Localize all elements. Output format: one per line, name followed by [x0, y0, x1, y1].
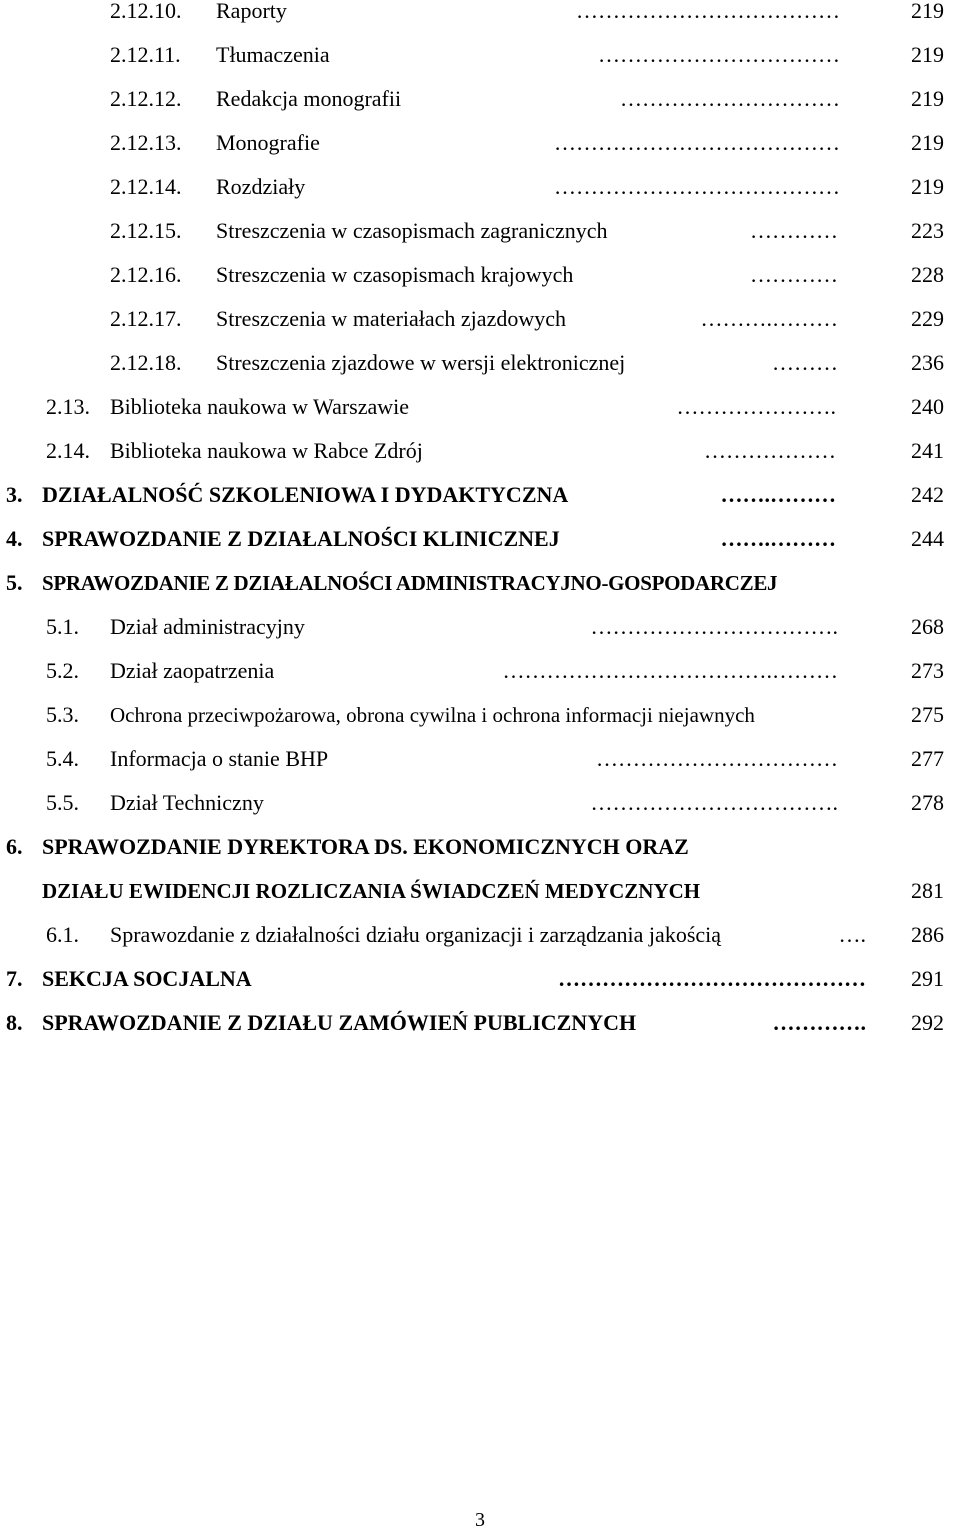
toc-entry-number: 2.12.18. — [110, 350, 182, 375]
toc-entry-page: 236 — [911, 350, 944, 375]
toc-entry-number: 5.4. — [46, 746, 79, 771]
toc-entry-leader: ……………… — [704, 438, 836, 463]
toc-entry-leader: ……….……… — [700, 306, 838, 331]
toc-entry-number: 8. — [6, 1010, 23, 1035]
toc-entry-number: 2.12.14. — [110, 174, 182, 199]
toc-entry-number: 2.12.10. — [110, 0, 182, 23]
toc-entry — [0, 172, 960, 202]
toc-entry-number: 2.12.16. — [110, 262, 182, 287]
toc-entry-title: Streszczenia zjazdowe w wersji elektronicznej — [216, 350, 626, 375]
toc-entry-leader: ………… — [750, 262, 838, 287]
toc-entry-page: 244 — [911, 526, 944, 551]
toc-entry-leader: ……………………………. — [590, 614, 838, 639]
toc-entry-number: 5.1. — [46, 614, 79, 639]
toc-entry-title: SPRAWOZDANIE Z DZIAŁU ZAMÓWIEŃ PUBLICZNYCH — [42, 1010, 637, 1035]
toc-entry — [0, 876, 960, 906]
toc-entry-leader: ………………………… — [620, 86, 840, 111]
toc-entry-leader: …. — [838, 922, 866, 947]
toc-entry-page: 219 — [911, 0, 944, 23]
toc-entry-leader: …………………………………… — [558, 966, 866, 991]
toc-entry — [0, 0, 960, 26]
toc-entry — [0, 568, 960, 598]
toc-entry — [0, 524, 960, 554]
toc-entry — [0, 348, 960, 378]
toc-entry-leader: …………………………… — [598, 42, 840, 67]
toc-entry-title: Dział administracyjny — [110, 614, 305, 639]
toc-entry — [0, 920, 960, 950]
toc-entry-number: 2.12.12. — [110, 86, 182, 111]
toc-entry — [0, 832, 960, 862]
toc-entry-page: 219 — [911, 42, 944, 67]
toc-entry-title: Streszczenia w materiałach zjazdowych — [216, 306, 566, 331]
toc-entry — [0, 656, 960, 686]
toc-entry-title: DZIAŁALNOŚĆ SZKOLENIOWA I DYDAKTYCZNA — [42, 482, 569, 507]
toc-entry-title: Informacja o stanie BHP — [110, 746, 329, 771]
toc-entry-title: Biblioteka naukowa w Warszawie — [110, 394, 410, 419]
toc-entry — [0, 964, 960, 994]
toc-entry-number: 5.3. — [46, 702, 79, 727]
page-number: 3 — [475, 1509, 485, 1531]
toc-entry-number: 7. — [6, 966, 23, 991]
toc-entry-leader: ………… — [750, 218, 838, 243]
toc-entry — [0, 788, 960, 818]
toc-entry-title: Redakcja monografii — [216, 86, 402, 111]
toc-entry-number: 6.1. — [46, 922, 79, 947]
toc-entry-title: Sprawozdanie z działalności działu organizacji i zarządzania jakością — [110, 922, 722, 947]
toc-entry-page: 268 — [911, 614, 944, 639]
toc-entry-page: 278 — [911, 790, 944, 815]
toc-entry — [0, 216, 960, 246]
toc-entry — [0, 480, 960, 510]
toc-entry-page: 219 — [911, 130, 944, 155]
toc-entry-page: 286 — [911, 922, 944, 947]
toc-entry-number: 6. — [6, 834, 23, 859]
toc-entry — [0, 40, 960, 70]
toc-entry-leader: …………………………… — [596, 746, 838, 771]
toc-entry-page: 223 — [911, 218, 944, 243]
toc-entry-page: 242 — [911, 482, 944, 507]
toc-entry — [0, 744, 960, 774]
toc-entry-leader: …….……… — [720, 526, 836, 551]
toc-entry-number: 4. — [6, 526, 23, 551]
toc-entry-title: Rozdziały — [216, 174, 306, 199]
toc-entry-title: SPRAWOZDANIE Z DZIAŁALNOŚCI KLINICZNEJ — [42, 526, 560, 551]
toc-entry-title: Monografie — [216, 130, 320, 155]
toc-entry-title: Tłumaczenia — [216, 42, 330, 67]
toc-entry-leader: ……… — [772, 350, 838, 375]
toc-entry-leader: ………………………………… — [554, 174, 840, 199]
toc-entry-page: 241 — [911, 438, 944, 463]
toc-entry-page: 229 — [911, 306, 944, 331]
toc-entry-leader: ……………………………….……… — [502, 658, 838, 683]
toc-entry-page: 292 — [911, 1010, 944, 1035]
toc-entry-number: 5.5. — [46, 790, 79, 815]
toc-entry — [0, 304, 960, 334]
toc-entry-number: 2.13. — [46, 394, 90, 419]
toc-entry — [0, 700, 960, 730]
toc-entry-leader: …………. — [772, 1010, 866, 1035]
toc-entry — [0, 84, 960, 114]
toc-entry-page: 275 — [911, 702, 944, 727]
toc-entry-page: 281 — [911, 878, 944, 903]
toc-entry-title: SPRAWOZDANIE DYREKTORA DS. EKONOMICZNYCH ORAZ — [42, 834, 689, 859]
toc-entry-number: 5. — [6, 570, 23, 595]
toc-entry-page: 291 — [911, 966, 944, 991]
toc-entry — [0, 392, 960, 422]
toc-entry-number: 2.12.17. — [110, 306, 182, 331]
toc-entry-number: 5.2. — [46, 658, 79, 683]
toc-entry-title: Streszczenia w czasopismach zagranicznych — [216, 218, 608, 243]
toc-entry — [0, 436, 960, 466]
toc-entry-title: Streszczenia w czasopismach krajowych — [216, 262, 574, 287]
toc-entry-page: 273 — [911, 658, 944, 683]
toc-entry-number: 2.12.15. — [110, 218, 182, 243]
toc-entry-title: Dział zaopatrzenia — [110, 658, 275, 683]
toc-entry-number: 2.12.11. — [110, 42, 181, 67]
toc-entry-page: 219 — [911, 174, 944, 199]
toc-entry-title: SPRAWOZDANIE Z DZIAŁALNOŚCI ADMINISTRACYJNO-GOSPODARCZEJ — [42, 571, 778, 595]
toc-entry-title: Biblioteka naukowa w Rabce Zdrój — [110, 438, 423, 463]
toc-entry-title: Ochrona przeciwpożarowa, obrona cywilna i ochrona informacji niejawnych — [110, 703, 755, 727]
toc-entry-leader: …….……… — [720, 482, 836, 507]
toc-entry-page: 240 — [911, 394, 944, 419]
toc-entry-number: 2.12.13. — [110, 130, 182, 155]
toc-entry-leader: ………………………………… — [554, 130, 840, 155]
toc-entry-leader: ……………………………. — [590, 790, 838, 815]
toc-entry — [0, 260, 960, 290]
toc-entry-title: Raporty — [216, 0, 287, 23]
toc-entry-leader: …………………. — [676, 394, 836, 419]
toc-entry-title: Dział Techniczny — [110, 790, 264, 815]
toc-entry-number: 3. — [6, 482, 23, 507]
toc-entry-title: SEKCJA SOCJALNA — [42, 966, 252, 991]
toc-entry — [0, 1008, 960, 1038]
toc-entry-leader: ……………………………… — [576, 0, 840, 23]
toc-entry-page: 228 — [911, 262, 944, 287]
toc-entry-page: 219 — [911, 86, 944, 111]
toc-entry — [0, 128, 960, 158]
toc-entry-number: 2.14. — [46, 438, 90, 463]
toc-entry — [0, 612, 960, 642]
toc-entry-title: DZIAŁU EWIDENCJI ROZLICZANIA ŚWIADCZEŃ MEDYCZNYCH — [42, 879, 701, 903]
toc-entry-page: 277 — [911, 746, 944, 771]
